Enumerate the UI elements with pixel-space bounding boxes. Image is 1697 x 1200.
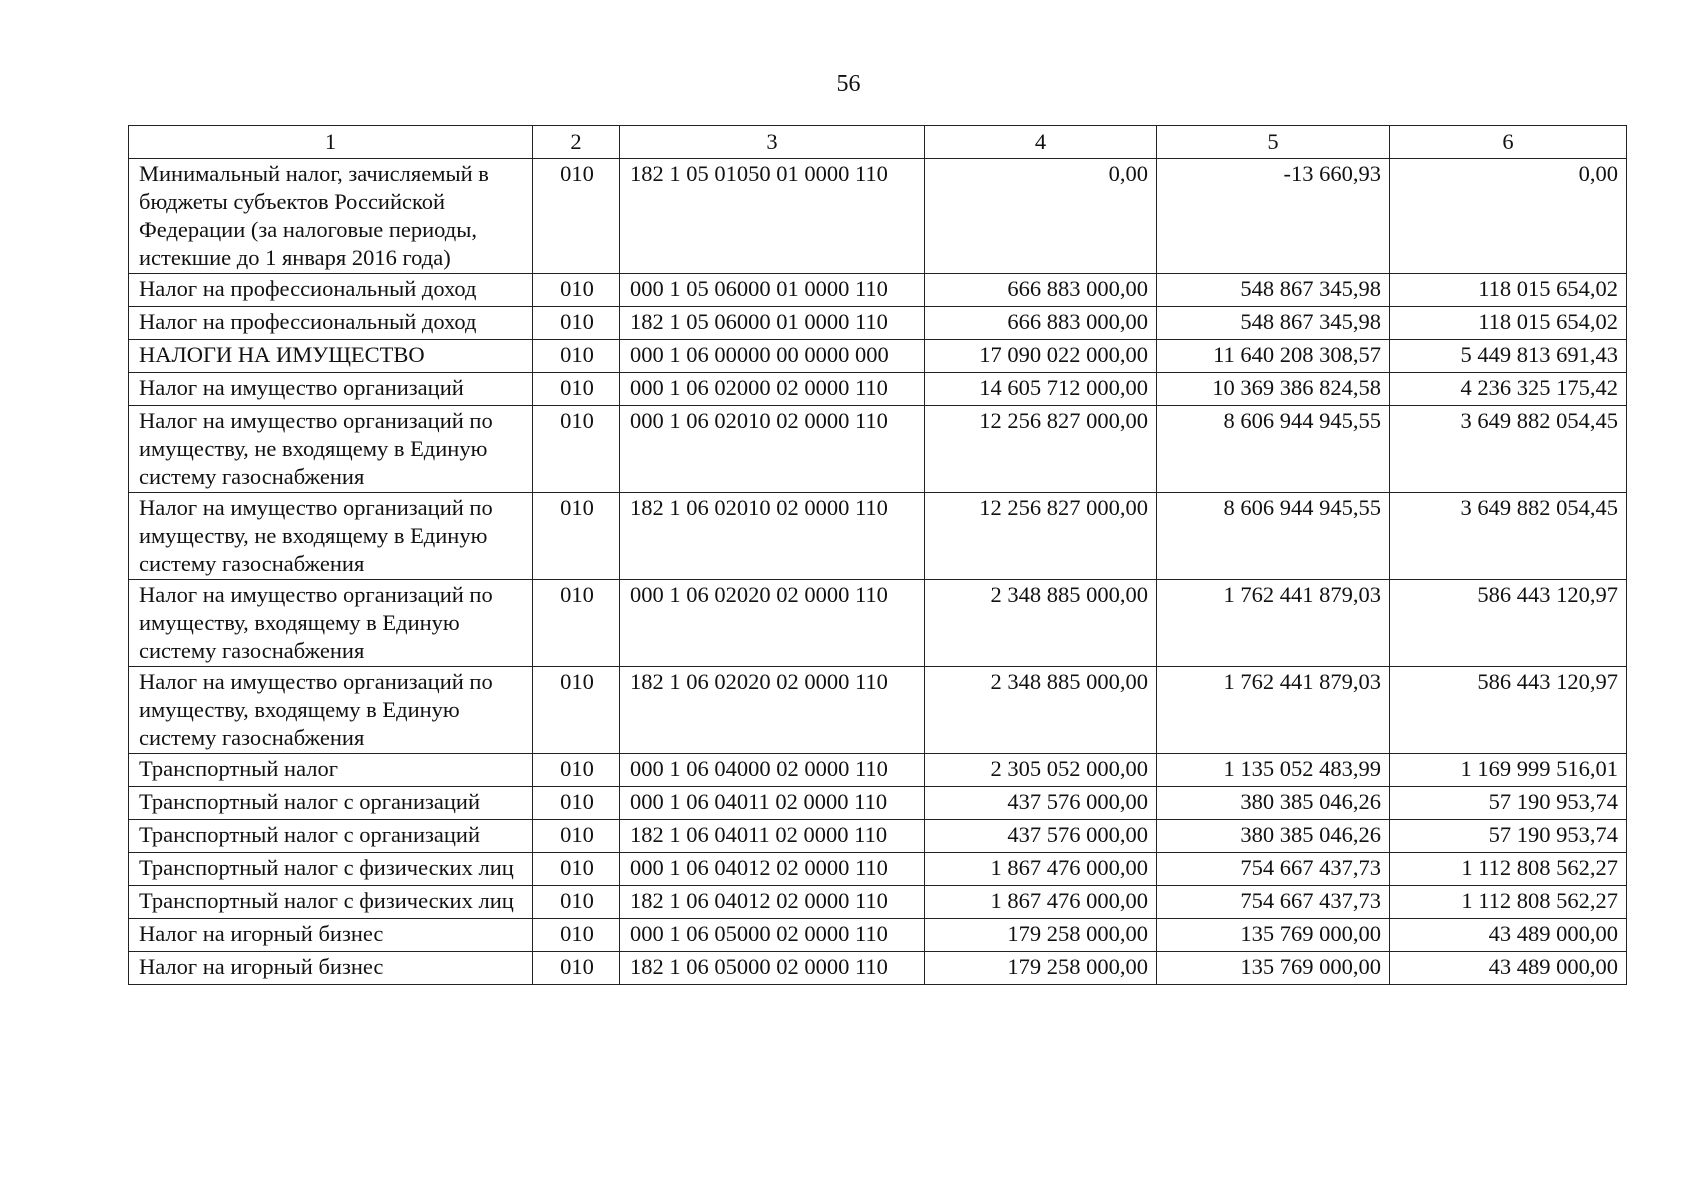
row-col4-cell: 179 258 000,00 (925, 952, 1157, 985)
row-kbk-cell: 000 1 06 04011 02 0000 110 (620, 787, 925, 820)
row-col4-cell: 12 256 827 000,00 (925, 493, 1157, 580)
row-code-cell: 010 (533, 373, 620, 406)
row-col4-cell: 2 305 052 000,00 (925, 754, 1157, 787)
row-code-cell: 010 (533, 853, 620, 886)
row-code-cell: 010 (533, 820, 620, 853)
row-kbk-cell: 182 1 06 05000 02 0000 110 (620, 952, 925, 985)
row-col4-cell: 12 256 827 000,00 (925, 406, 1157, 493)
row-col6-cell: 586 443 120,97 (1390, 667, 1627, 754)
row-kbk-cell: 000 1 06 02010 02 0000 110 (620, 406, 925, 493)
row-col4-cell: 179 258 000,00 (925, 919, 1157, 952)
row-name-cell: НАЛОГИ НА ИМУЩЕСТВО (129, 340, 533, 373)
row-name-cell: Налог на игорный бизнес (129, 952, 533, 985)
row-col5-cell: 754 667 437,73 (1157, 853, 1390, 886)
row-name-cell: Налог на профессиональный доход (129, 274, 533, 307)
table-row (129, 274, 1627, 307)
row-col5-cell: 380 385 046,26 (1157, 820, 1390, 853)
row-col6-cell: 57 190 953,74 (1390, 787, 1627, 820)
table-row (129, 406, 1627, 493)
row-col4-cell: 437 576 000,00 (925, 820, 1157, 853)
row-kbk-cell: 182 1 05 06000 01 0000 110 (620, 307, 925, 340)
row-name-cell: Транспортный налог с организаций (129, 820, 533, 853)
row-col5-cell: 380 385 046,26 (1157, 787, 1390, 820)
row-col5-cell: 548 867 345,98 (1157, 274, 1390, 307)
row-code-cell: 010 (533, 919, 620, 952)
row-col5-cell: 11 640 208 308,57 (1157, 340, 1390, 373)
row-col6-cell: 1 169 999 516,01 (1390, 754, 1627, 787)
row-col6-cell: 1 112 808 562,27 (1390, 886, 1627, 919)
row-col4-cell: 2 348 885 000,00 (925, 580, 1157, 667)
row-code-cell: 010 (533, 886, 620, 919)
row-code-cell: 010 (533, 493, 620, 580)
row-col5-cell: 1 762 441 879,03 (1157, 580, 1390, 667)
row-name-cell: Налог на имущество организаций по имуществу, входящему в Единую систему газоснабжения (129, 667, 533, 754)
row-code-cell: 010 (533, 754, 620, 787)
row-col6-cell: 43 489 000,00 (1390, 919, 1627, 952)
row-code-cell: 010 (533, 580, 620, 667)
row-col5-cell: 8 606 944 945,55 (1157, 493, 1390, 580)
row-code-cell: 010 (533, 307, 620, 340)
table-row (129, 952, 1627, 985)
row-col5-cell: 10 369 386 824,58 (1157, 373, 1390, 406)
table-row (129, 580, 1627, 667)
row-col4-cell: 1 867 476 000,00 (925, 886, 1157, 919)
row-name-cell: Налог на профессиональный доход (129, 307, 533, 340)
row-col6-cell: 0,00 (1390, 159, 1627, 274)
row-name-cell: Налог на имущество организаций по имуществу, входящему в Единую систему газоснабжения (129, 580, 533, 667)
row-col6-cell: 118 015 654,02 (1390, 307, 1627, 340)
row-kbk-cell: 000 1 06 02000 02 0000 110 (620, 373, 925, 406)
table-row (129, 787, 1627, 820)
table-row (129, 919, 1627, 952)
table-row (129, 820, 1627, 853)
table-header-row (129, 126, 1627, 159)
table-row (129, 667, 1627, 754)
row-col6-cell: 57 190 953,74 (1390, 820, 1627, 853)
column-header: 5 (1157, 126, 1390, 159)
row-code-cell: 010 (533, 340, 620, 373)
row-name-cell: Транспортный налог с физических лиц (129, 886, 533, 919)
table-row (129, 886, 1627, 919)
column-header: 1 (129, 126, 533, 159)
row-col5-cell: 1 135 052 483,99 (1157, 754, 1390, 787)
row-col4-cell: 666 883 000,00 (925, 274, 1157, 307)
row-kbk-cell: 000 1 05 06000 01 0000 110 (620, 274, 925, 307)
row-col4-cell: 1 867 476 000,00 (925, 853, 1157, 886)
row-col6-cell: 5 449 813 691,43 (1390, 340, 1627, 373)
table-row (129, 373, 1627, 406)
row-col6-cell: 1 112 808 562,27 (1390, 853, 1627, 886)
column-header: 4 (925, 126, 1157, 159)
row-code-cell: 010 (533, 952, 620, 985)
row-kbk-cell: 000 1 06 00000 00 0000 000 (620, 340, 925, 373)
row-code-cell: 010 (533, 667, 620, 754)
row-kbk-cell: 182 1 06 02020 02 0000 110 (620, 667, 925, 754)
column-header: 2 (533, 126, 620, 159)
row-col4-cell: 0,00 (925, 159, 1157, 274)
row-col6-cell: 118 015 654,02 (1390, 274, 1627, 307)
row-code-cell: 010 (533, 406, 620, 493)
row-kbk-cell: 182 1 06 04011 02 0000 110 (620, 820, 925, 853)
row-col4-cell: 2 348 885 000,00 (925, 667, 1157, 754)
row-col5-cell: 135 769 000,00 (1157, 952, 1390, 985)
row-kbk-cell: 000 1 06 05000 02 0000 110 (620, 919, 925, 952)
row-col4-cell: 437 576 000,00 (925, 787, 1157, 820)
row-kbk-cell: 000 1 06 02020 02 0000 110 (620, 580, 925, 667)
page-number: 56 (836, 71, 861, 97)
table-row (129, 340, 1627, 373)
table-row (129, 307, 1627, 340)
row-col5-cell: 135 769 000,00 (1157, 919, 1390, 952)
row-name-cell: Транспортный налог с физических лиц (129, 853, 533, 886)
row-kbk-cell: 182 1 06 04012 02 0000 110 (620, 886, 925, 919)
row-name-cell: Транспортный налог с организаций (129, 787, 533, 820)
row-col6-cell: 3 649 882 054,45 (1390, 406, 1627, 493)
row-col4-cell: 14 605 712 000,00 (925, 373, 1157, 406)
row-col5-cell: 548 867 345,98 (1157, 307, 1390, 340)
row-kbk-cell: 182 1 05 01050 01 0000 110 (620, 159, 925, 274)
table-row (129, 493, 1627, 580)
column-header: 3 (620, 126, 925, 159)
table-body (129, 159, 1627, 985)
row-col6-cell: 43 489 000,00 (1390, 952, 1627, 985)
table-row (129, 159, 1627, 274)
row-code-cell: 010 (533, 159, 620, 274)
row-kbk-cell: 000 1 06 04012 02 0000 110 (620, 853, 925, 886)
row-name-cell: Налог на имущество организаций по имуществу, не входящему в Единую систему газоснабжения (129, 493, 533, 580)
row-col6-cell: 3 649 882 054,45 (1390, 493, 1627, 580)
row-col5-cell: 1 762 441 879,03 (1157, 667, 1390, 754)
row-col6-cell: 586 443 120,97 (1390, 580, 1627, 667)
row-name-cell: Налог на имущество организаций по имуществу, не входящему в Единую систему газоснабжения (129, 406, 533, 493)
row-col5-cell: -13 660,93 (1157, 159, 1390, 274)
row-col4-cell: 666 883 000,00 (925, 307, 1157, 340)
row-name-cell: Минимальный налог, зачисляемый в бюджеты субъектов Российской Федерации (за налоговые периоды, истекшие до 1 января 2016 года) (129, 159, 533, 274)
table-row (129, 853, 1627, 886)
row-col5-cell: 754 667 437,73 (1157, 886, 1390, 919)
row-col5-cell: 8 606 944 945,55 (1157, 406, 1390, 493)
row-col4-cell: 17 090 022 000,00 (925, 340, 1157, 373)
row-kbk-cell: 000 1 06 04000 02 0000 110 (620, 754, 925, 787)
row-code-cell: 010 (533, 274, 620, 307)
row-code-cell: 010 (533, 787, 620, 820)
table-row (129, 754, 1627, 787)
budget-execution-table (128, 125, 1627, 985)
row-name-cell: Налог на имущество организаций (129, 373, 533, 406)
row-name-cell: Транспортный налог (129, 754, 533, 787)
column-header: 6 (1390, 126, 1627, 159)
row-kbk-cell: 182 1 06 02010 02 0000 110 (620, 493, 925, 580)
row-col6-cell: 4 236 325 175,42 (1390, 373, 1627, 406)
row-name-cell: Налог на игорный бизнес (129, 919, 533, 952)
